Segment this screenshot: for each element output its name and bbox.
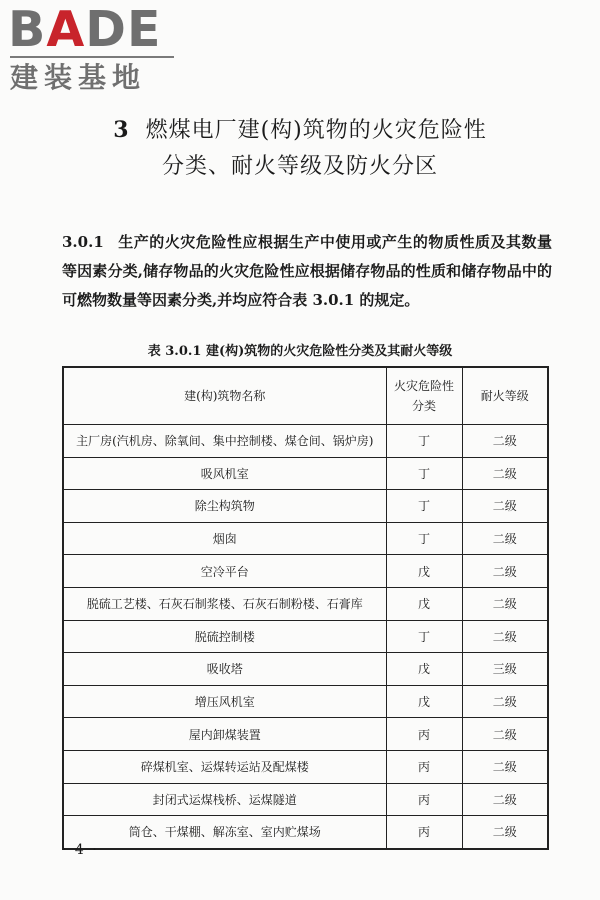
cell-hazard-class: 丙 — [386, 783, 462, 816]
bade-logo — [8, 1, 178, 94]
header-building-name: 建(构)筑物名称 — [64, 368, 386, 425]
cell-hazard-class: 丁 — [386, 490, 462, 523]
cell-building-name: 吸风机室 — [64, 457, 386, 490]
cell-hazard-class: 丁 — [386, 522, 462, 555]
fire-hazard-table — [62, 366, 549, 850]
table-row — [64, 457, 547, 490]
cell-fire-rating: 二级 — [462, 685, 547, 718]
cell-fire-rating: 二级 — [462, 555, 547, 588]
header-hazard-class: 火灾危险性 分类 — [386, 368, 462, 425]
cell-building-name: 筒仓、干煤棚、解冻室、室内贮煤场 — [64, 816, 386, 848]
cell-building-name: 主厂房(汽机房、除氧间、集中控制楼、煤仓间、锅炉房) — [64, 425, 386, 458]
cell-fire-rating: 二级 — [462, 587, 547, 620]
cell-building-name: 空冷平台 — [64, 555, 386, 588]
cell-building-name: 碎煤机室、运煤转运站及配煤楼 — [64, 750, 386, 783]
cell-hazard-class: 戊 — [386, 685, 462, 718]
table-row — [64, 718, 547, 751]
cell-fire-rating: 二级 — [462, 718, 547, 751]
cell-building-name: 封闭式运煤栈桥、运煤隧道 — [64, 783, 386, 816]
cell-hazard-class: 丁 — [386, 620, 462, 653]
chapter-title — [0, 112, 600, 185]
table-row — [64, 620, 547, 653]
table-row — [64, 816, 547, 848]
cell-hazard-class: 丙 — [386, 750, 462, 783]
cell-fire-rating: 二级 — [462, 816, 547, 848]
header-fire-rating: 耐火等级 — [462, 368, 547, 425]
table-row — [64, 750, 547, 783]
table-row — [64, 490, 547, 523]
cell-fire-rating: 二级 — [462, 490, 547, 523]
cell-building-name: 脱硫工艺楼、石灰石制浆楼、石灰石制粉楼、石膏库 — [64, 587, 386, 620]
cell-hazard-class: 戊 — [386, 653, 462, 686]
cell-hazard-class: 丁 — [386, 457, 462, 490]
clause-number: 3.0.1 — [62, 233, 104, 251]
cell-hazard-class: 丙 — [386, 718, 462, 751]
cell-fire-rating: 二级 — [462, 425, 547, 458]
cell-hazard-class: 丁 — [386, 425, 462, 458]
table-row — [64, 555, 547, 588]
logo-chinese-text: 建装基地 — [10, 61, 147, 94]
logo-wordmark: BADE — [8, 1, 162, 58]
clause-text: 生产的火灾危险性应根据生产中使用或产生的物质性质及其数量等因素分类,储存物品的火灾危险性应根据储存物品的性质和储存物品中的可燃物数量等因素分类,并均应符合表 3.0.1 的规定。 — [62, 233, 552, 309]
cell-building-name: 脱硫控制楼 — [64, 620, 386, 653]
cell-building-name: 除尘构筑物 — [64, 490, 386, 523]
cell-fire-rating: 二级 — [462, 750, 547, 783]
table-row — [64, 653, 547, 686]
table-row — [64, 522, 547, 555]
table-row — [64, 587, 547, 620]
table-caption: 表 3.0.1 建(构)筑物的火灾危险性分类及其耐火等级 — [147, 344, 453, 359]
chapter-title-line2: 分类、耐火等级及防火分区 — [161, 154, 438, 179]
cell-building-name: 屋内卸煤装置 — [64, 718, 386, 751]
cell-fire-rating: 三级 — [462, 653, 547, 686]
cell-hazard-class: 戊 — [386, 587, 462, 620]
chapter-number: 3 — [113, 117, 130, 143]
cell-building-name: 烟囱 — [64, 522, 386, 555]
chapter-title-line1: 燃煤电厂建(构)筑物的火灾危险性 — [145, 118, 487, 143]
cell-building-name: 增压风机室 — [64, 685, 386, 718]
table-row — [64, 783, 547, 816]
cell-fire-rating: 二级 — [462, 620, 547, 653]
table-row — [64, 685, 547, 718]
clause-paragraph — [62, 228, 552, 315]
page-number: · 4 · — [62, 842, 99, 858]
cell-hazard-class: 丙 — [386, 816, 462, 848]
cell-building-name: 吸收塔 — [64, 653, 386, 686]
table-row — [64, 425, 547, 458]
cell-fire-rating: 二级 — [462, 457, 547, 490]
cell-fire-rating: 二级 — [462, 522, 547, 555]
cell-fire-rating: 二级 — [462, 783, 547, 816]
cell-hazard-class: 戊 — [386, 555, 462, 588]
table-header-row — [64, 368, 547, 425]
